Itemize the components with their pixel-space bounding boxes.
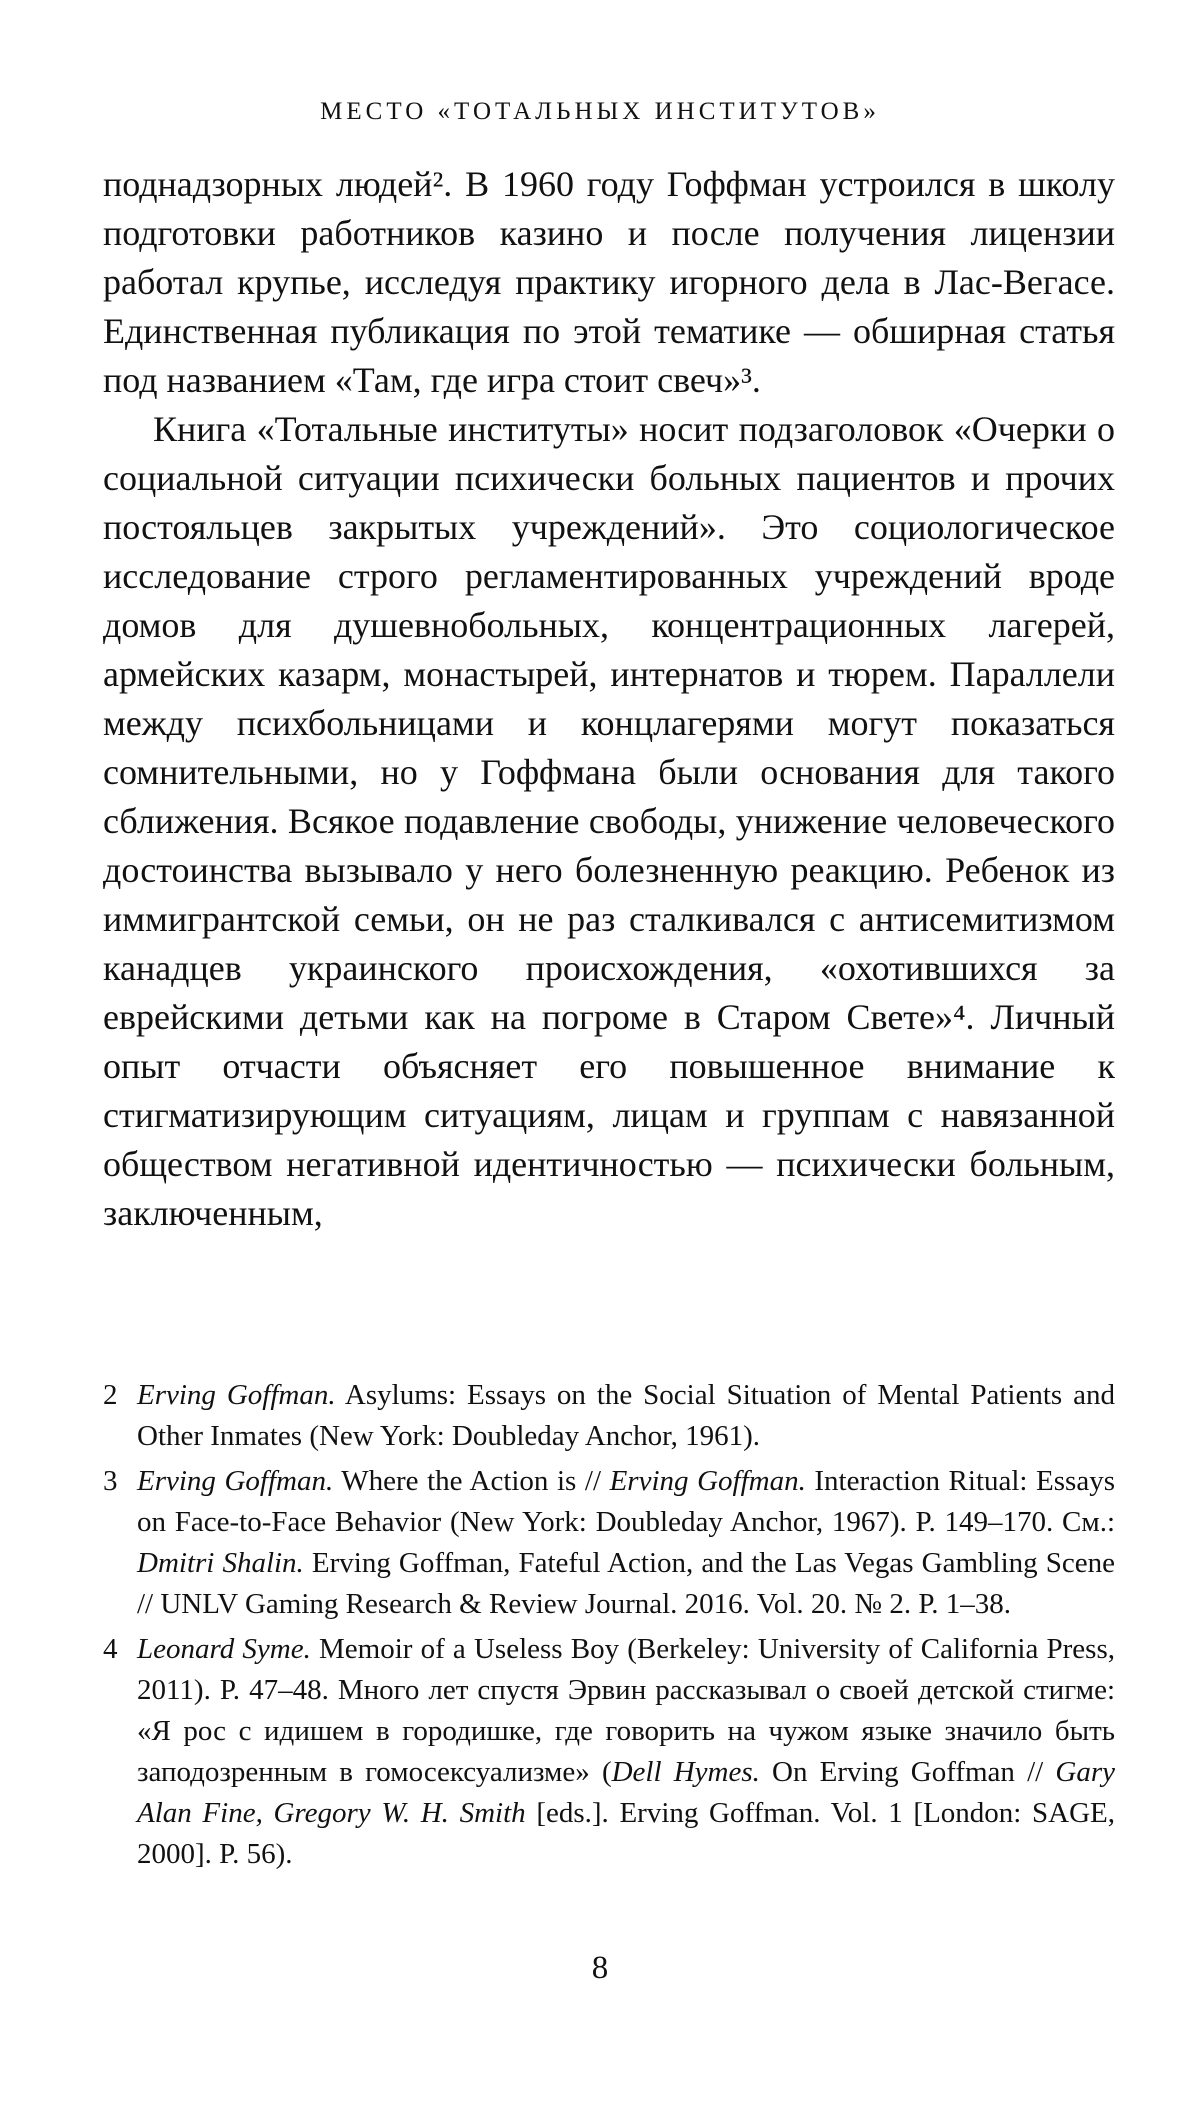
paragraph-1: поднадзорных людей². В 1960 году Гоффман устроился в школу подготовки работников казино и после получения лицензии работал крупье, исследуя практику игорного дела в Лас-Вегасе. Единственная публикация по этой тематике — обширная статья под названием «Там, где игра стоит свеч»³. [103, 164, 1115, 400]
footnote-author: Leonard Syme. [137, 1633, 311, 1665]
footnote-number: 3 [103, 1465, 118, 1497]
footnote-author: Erving Goffman. [609, 1465, 806, 1497]
footnote-2 [103, 1375, 1115, 1457]
body-text [103, 160, 1115, 1238]
footnote-author: Dell Hymes. [611, 1756, 760, 1788]
paragraph-2: Книга «Тотальные институты» носит подзаголовок «Очерки о социальной ситуации психически больных пациентов и прочих постояльцев закрытых учреждений». Это социологическое исследование строго регламентированных учреждений вроде домов для душевнобольных, концентрационных лагерей, армейских казарм, монастырей, интернатов и тюрем. Параллели между психбольницами и концлагерями могут показаться сомнительными, но у Гоффмана были основания для такого сближения. Всякое подавление свободы, унижение человеческого достоинства вызывало у него болезненную реакцию. Ребенок из иммигрантской семьи, он не раз сталкивался с антисемитизмом канадцев украинского происхождения, «охотившихся за еврейскими детьми как на погроме в Старом Свете»⁴. Личный опыт отчасти объясняет его повышенное внимание к стигматизирующим ситуациям, лицам и группам с навязанной обществом негативной идентичностью — психически больным, заключенным, [103, 409, 1115, 1233]
footnote-citation: Memoir of a Useless Boy (Berkeley: University of California Press, 2011). P. 47–48. Много лет спустя Эрвин рассказывал о своей детской стигме: «Я рос с идишем в городишке, где говорить на чужом языке значило быть заподозренным в гомосексуализме» ( [137, 1633, 1115, 1788]
footnote-author: Dmitri Shalin. [137, 1547, 304, 1579]
footnote-4 [103, 1629, 1115, 1875]
footnote-author: Erving Goffman. [137, 1465, 334, 1497]
page-number: 8 [591, 1950, 609, 1986]
footnote-text [137, 1461, 1115, 1625]
footnote-text [137, 1629, 1115, 1875]
footnote-author: Gary Alan Fine, Gregory W. H. Smith [137, 1756, 1115, 1829]
footnote-text [137, 1375, 1115, 1457]
running-head: МЕСТО «ТОТАЛЬНЫХ ИНСТИТУТОВ» [320, 98, 880, 125]
footnote-number: 2 [103, 1379, 118, 1411]
footnotes [103, 1375, 1115, 1879]
footnote-3 [103, 1461, 1115, 1625]
footnote-citation: On Erving Goffman // [759, 1756, 1056, 1788]
footnote-citation: [eds.]. Erving Goffman. Vol. 1 [London: SAGE, 2000]. P. 56). [137, 1797, 1115, 1870]
footnote-citation: Interaction Ritual: Essays on Face-to-Face Behavior (New York: Doubleday Anchor, 1967). P. 149–170. См.: [137, 1465, 1115, 1538]
footnote-author: Erving Goffman. [137, 1379, 336, 1411]
footnote-number: 4 [103, 1633, 118, 1665]
footnote-citation: Asylums: Essays on the Social Situation of Mental Patients and Other Inmates (New York: Doubleday Anchor, 1961). [137, 1379, 1115, 1452]
footnote-citation: Erving Goffman, Fateful Action, and the Las Vegas Gambling Scene // UNLV Gaming Research & Review Journal. 2016. Vol. 20. № 2. P. 1–38. [137, 1547, 1115, 1620]
footnote-citation: Where the Action is // [333, 1465, 610, 1497]
